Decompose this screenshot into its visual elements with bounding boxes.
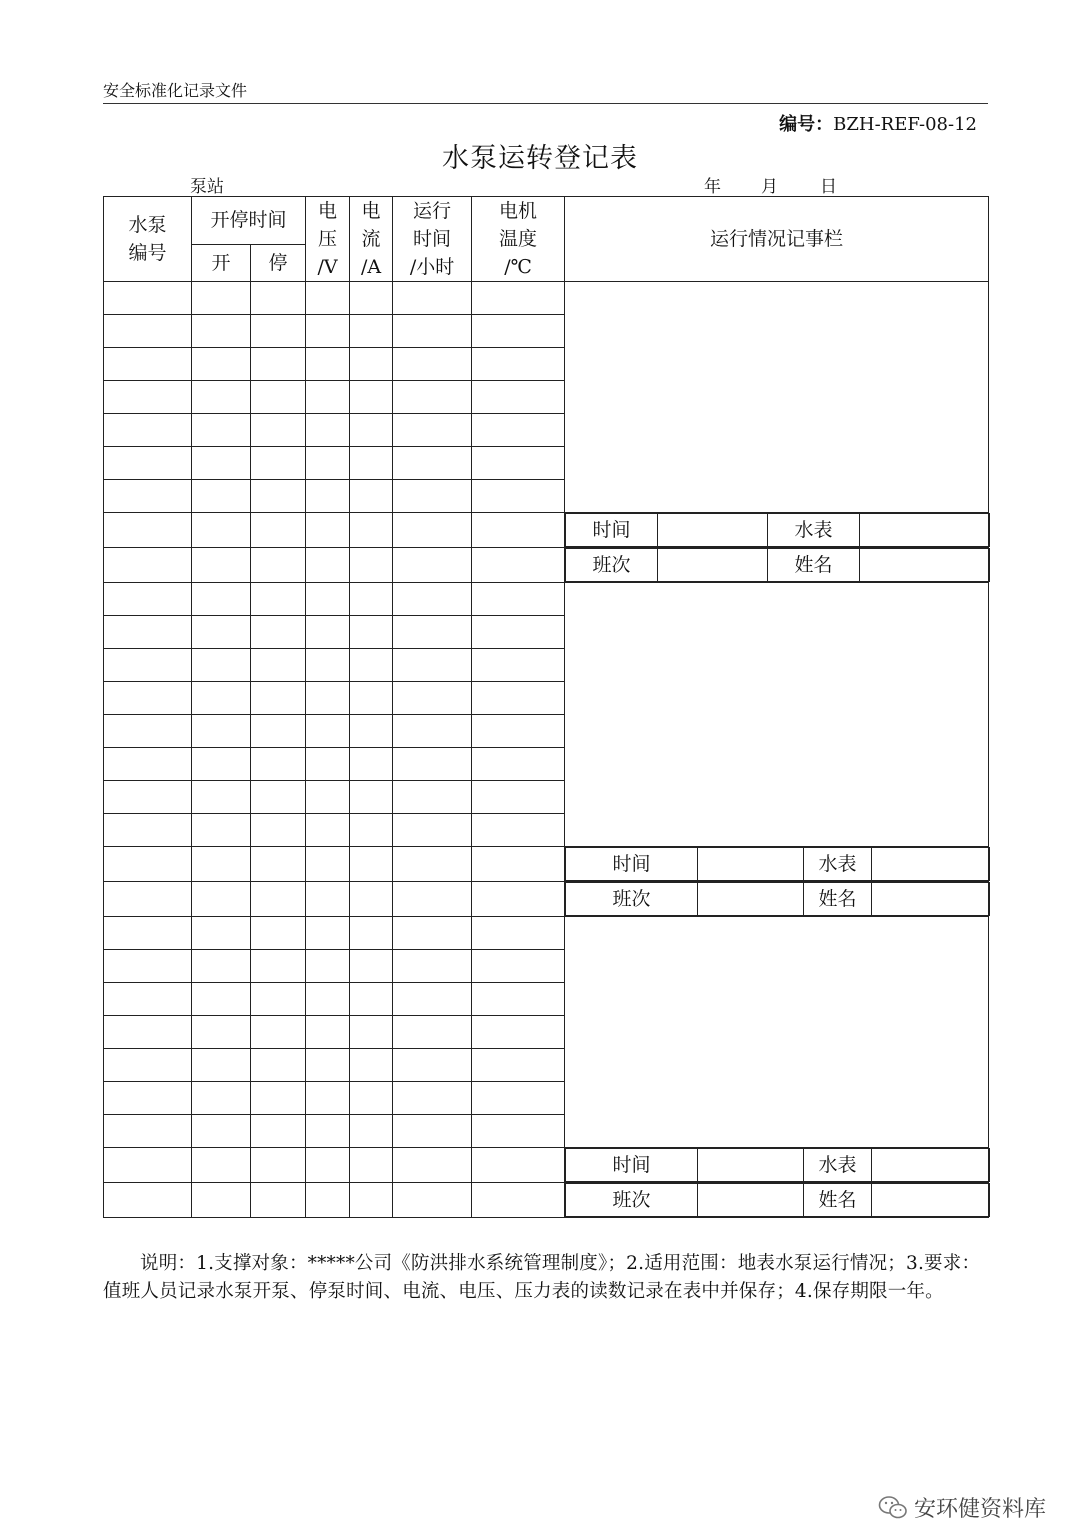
data-cell[interactable] bbox=[104, 1115, 192, 1148]
footer-value-field[interactable] bbox=[860, 514, 990, 547]
data-cell[interactable] bbox=[192, 1183, 251, 1218]
data-cell[interactable] bbox=[472, 1183, 565, 1218]
data-cell[interactable] bbox=[472, 950, 565, 983]
data-cell[interactable] bbox=[350, 513, 393, 548]
data-cell[interactable] bbox=[472, 548, 565, 583]
data-cell[interactable] bbox=[306, 381, 350, 414]
data-cell[interactable] bbox=[192, 583, 251, 616]
data-cell[interactable] bbox=[472, 715, 565, 748]
data-cell[interactable] bbox=[350, 917, 393, 950]
data-cell[interactable] bbox=[192, 917, 251, 950]
data-cell[interactable] bbox=[251, 513, 306, 548]
data-cell[interactable] bbox=[393, 814, 472, 847]
data-cell[interactable] bbox=[472, 1082, 565, 1115]
data-cell[interactable] bbox=[306, 447, 350, 480]
data-cell[interactable] bbox=[192, 715, 251, 748]
data-cell[interactable] bbox=[104, 715, 192, 748]
data-cell[interactable] bbox=[306, 616, 350, 649]
data-cell[interactable] bbox=[393, 414, 472, 447]
data-cell[interactable] bbox=[350, 748, 393, 781]
data-cell[interactable] bbox=[104, 414, 192, 447]
data-cell[interactable] bbox=[192, 282, 251, 315]
data-cell[interactable] bbox=[104, 513, 192, 548]
data-cell[interactable] bbox=[306, 814, 350, 847]
footer-water-meter-label: 水表 bbox=[768, 514, 860, 547]
data-cell[interactable] bbox=[251, 315, 306, 348]
data-cell[interactable] bbox=[306, 315, 350, 348]
data-cell[interactable] bbox=[393, 1115, 472, 1148]
data-cell[interactable] bbox=[393, 682, 472, 715]
notes-footer-row bbox=[565, 847, 989, 882]
data-cell[interactable] bbox=[192, 983, 251, 1016]
data-cell[interactable] bbox=[393, 282, 472, 315]
data-cell[interactable] bbox=[251, 1016, 306, 1049]
data-cell[interactable] bbox=[306, 513, 350, 548]
data-cell[interactable] bbox=[306, 649, 350, 682]
data-cell[interactable] bbox=[350, 1016, 393, 1049]
footer-value-field[interactable] bbox=[872, 883, 990, 916]
doc-category: 安全标准化记录文件 bbox=[103, 81, 248, 100]
data-cell[interactable] bbox=[306, 282, 350, 315]
data-cell[interactable] bbox=[104, 447, 192, 480]
notes-area[interactable] bbox=[565, 282, 989, 513]
data-cell[interactable] bbox=[472, 682, 565, 715]
data-cell[interactable] bbox=[192, 616, 251, 649]
data-cell[interactable] bbox=[251, 682, 306, 715]
data-cell[interactable] bbox=[350, 983, 393, 1016]
data-cell[interactable] bbox=[350, 616, 393, 649]
data-cell[interactable] bbox=[251, 1049, 306, 1082]
data-cell[interactable] bbox=[104, 583, 192, 616]
footer-value-field[interactable] bbox=[872, 848, 990, 881]
data-cell[interactable] bbox=[472, 480, 565, 513]
data-cell[interactable] bbox=[104, 1016, 192, 1049]
data-cell[interactable] bbox=[393, 917, 472, 950]
data-cell[interactable] bbox=[192, 950, 251, 983]
data-cell[interactable] bbox=[104, 1183, 192, 1218]
data-cell[interactable] bbox=[350, 548, 393, 583]
data-cell[interactable] bbox=[192, 381, 251, 414]
data-cell[interactable] bbox=[104, 950, 192, 983]
data-cell[interactable] bbox=[350, 847, 393, 882]
data-cell[interactable] bbox=[472, 315, 565, 348]
data-cell[interactable] bbox=[306, 548, 350, 583]
data-cell[interactable] bbox=[350, 414, 393, 447]
table-row bbox=[104, 917, 989, 950]
col-header-run-time: 运行 时间 /小时 bbox=[393, 197, 472, 282]
footer-water-meter-label: 水表 bbox=[804, 848, 872, 881]
footer-value-field[interactable] bbox=[860, 549, 990, 582]
footer-name-label: 姓名 bbox=[804, 883, 872, 916]
data-cell[interactable] bbox=[472, 414, 565, 447]
data-cell[interactable] bbox=[350, 1148, 393, 1183]
data-cell[interactable] bbox=[472, 649, 565, 682]
data-cell[interactable] bbox=[393, 1082, 472, 1115]
data-cell[interactable] bbox=[251, 548, 306, 583]
data-cell[interactable] bbox=[393, 315, 472, 348]
data-cell[interactable] bbox=[306, 1148, 350, 1183]
notes-area[interactable] bbox=[565, 583, 989, 847]
data-cell[interactable] bbox=[104, 348, 192, 381]
table-row bbox=[104, 548, 989, 583]
data-cell[interactable] bbox=[104, 480, 192, 513]
data-cell[interactable] bbox=[472, 583, 565, 616]
data-cell[interactable] bbox=[393, 513, 472, 548]
data-cell[interactable] bbox=[104, 847, 192, 882]
data-cell[interactable] bbox=[192, 548, 251, 583]
data-cell[interactable] bbox=[393, 1183, 472, 1218]
data-cell[interactable] bbox=[251, 414, 306, 447]
data-cell[interactable] bbox=[350, 1082, 393, 1115]
data-cell[interactable] bbox=[350, 649, 393, 682]
data-cell[interactable] bbox=[306, 348, 350, 381]
col-header-start-stop: 开停时间 bbox=[192, 197, 306, 245]
footer-shift-label: 班次 bbox=[566, 549, 658, 582]
watermark bbox=[878, 1492, 1046, 1523]
data-cell[interactable] bbox=[192, 847, 251, 882]
data-cell[interactable] bbox=[472, 447, 565, 480]
data-cell[interactable] bbox=[251, 983, 306, 1016]
data-cell[interactable] bbox=[104, 781, 192, 814]
data-cell[interactable] bbox=[104, 315, 192, 348]
notes-footer-row bbox=[565, 548, 989, 583]
data-cell[interactable] bbox=[192, 480, 251, 513]
data-cell[interactable] bbox=[251, 950, 306, 983]
table-row bbox=[104, 1148, 989, 1183]
data-cell[interactable] bbox=[192, 814, 251, 847]
data-cell[interactable] bbox=[472, 983, 565, 1016]
data-cell[interactable] bbox=[251, 583, 306, 616]
data-cell[interactable] bbox=[472, 1115, 565, 1148]
data-cell[interactable] bbox=[104, 748, 192, 781]
data-cell[interactable] bbox=[393, 649, 472, 682]
month-label: 月 bbox=[761, 177, 778, 197]
header-divider bbox=[103, 103, 988, 104]
footer-value-field[interactable] bbox=[872, 1149, 990, 1182]
data-cell[interactable] bbox=[393, 1148, 472, 1183]
data-cell[interactable] bbox=[306, 1183, 350, 1218]
data-cell[interactable] bbox=[192, 513, 251, 548]
footer-value-field[interactable] bbox=[658, 549, 768, 582]
data-cell[interactable] bbox=[393, 447, 472, 480]
data-cell[interactable] bbox=[350, 282, 393, 315]
table-row bbox=[104, 583, 989, 616]
data-cell[interactable] bbox=[306, 480, 350, 513]
data-cell[interactable] bbox=[251, 814, 306, 847]
data-cell[interactable] bbox=[251, 1183, 306, 1218]
data-cell[interactable] bbox=[104, 616, 192, 649]
data-cell[interactable] bbox=[251, 715, 306, 748]
data-cell[interactable] bbox=[104, 381, 192, 414]
data-cell[interactable] bbox=[306, 1082, 350, 1115]
footer-name-label: 姓名 bbox=[768, 549, 860, 582]
data-cell[interactable] bbox=[104, 1049, 192, 1082]
footer-value-field[interactable] bbox=[698, 883, 804, 916]
data-cell[interactable] bbox=[104, 983, 192, 1016]
data-cell[interactable] bbox=[251, 748, 306, 781]
data-cell[interactable] bbox=[251, 847, 306, 882]
data-cell[interactable] bbox=[306, 682, 350, 715]
data-cell[interactable] bbox=[306, 917, 350, 950]
data-cell[interactable] bbox=[393, 748, 472, 781]
explanation-note: 说明：1.支撑对象：*****公司《防洪排水系统管理制度》；2.适用范围：地表水泵运行情况；3.要求：值班人员记录水泵开泵、停泵时间、电流、电压、压力表的读数记录在表中并保存；4.保存期限一年。 bbox=[103, 1253, 981, 1302]
data-cell[interactable] bbox=[192, 882, 251, 917]
data-cell[interactable] bbox=[393, 616, 472, 649]
data-cell[interactable] bbox=[306, 983, 350, 1016]
data-cell[interactable] bbox=[472, 814, 565, 847]
data-cell[interactable] bbox=[104, 548, 192, 583]
data-cell[interactable] bbox=[350, 381, 393, 414]
col-header-notes: 运行情况记事栏 bbox=[565, 197, 989, 282]
data-cell[interactable] bbox=[192, 1115, 251, 1148]
notes-area[interactable] bbox=[565, 917, 989, 1148]
data-cell[interactable] bbox=[104, 682, 192, 715]
data-cell[interactable] bbox=[306, 950, 350, 983]
data-cell[interactable] bbox=[192, 1148, 251, 1183]
data-cell[interactable] bbox=[306, 414, 350, 447]
data-cell[interactable] bbox=[251, 348, 306, 381]
data-cell[interactable] bbox=[251, 616, 306, 649]
data-cell[interactable] bbox=[472, 513, 565, 548]
year-label: 年 bbox=[704, 177, 721, 197]
notes-footer-row bbox=[565, 882, 989, 917]
data-cell[interactable] bbox=[306, 1016, 350, 1049]
data-cell[interactable] bbox=[393, 715, 472, 748]
notes-footer-row bbox=[565, 1148, 989, 1183]
data-cell[interactable] bbox=[350, 682, 393, 715]
data-cell[interactable] bbox=[251, 447, 306, 480]
data-cell[interactable] bbox=[251, 917, 306, 950]
data-cell[interactable] bbox=[251, 1115, 306, 1148]
footer-value-field[interactable] bbox=[698, 848, 804, 881]
data-cell[interactable] bbox=[350, 1183, 393, 1218]
data-cell[interactable] bbox=[472, 616, 565, 649]
col-header-current: 电 流 /A bbox=[350, 197, 393, 282]
col-header-voltage: 电 压 /V bbox=[306, 197, 350, 282]
col-header-pump-no: 水泵 编号 bbox=[104, 197, 192, 282]
data-cell[interactable] bbox=[192, 1016, 251, 1049]
data-cell[interactable] bbox=[393, 847, 472, 882]
table-row bbox=[104, 1183, 989, 1218]
data-cell[interactable] bbox=[251, 649, 306, 682]
data-cell[interactable] bbox=[104, 1148, 192, 1183]
data-cell[interactable] bbox=[350, 1049, 393, 1082]
data-cell[interactable] bbox=[393, 1049, 472, 1082]
data-cell[interactable] bbox=[350, 348, 393, 381]
day-label: 日 bbox=[820, 177, 837, 197]
data-cell[interactable] bbox=[306, 1115, 350, 1148]
data-cell[interactable] bbox=[472, 748, 565, 781]
footer-time-label: 时间 bbox=[566, 514, 658, 547]
data-cell[interactable] bbox=[306, 1049, 350, 1082]
table-row bbox=[104, 282, 989, 315]
data-cell[interactable] bbox=[393, 1016, 472, 1049]
footer-time-label: 时间 bbox=[566, 1149, 698, 1182]
data-cell[interactable] bbox=[192, 315, 251, 348]
data-cell[interactable] bbox=[251, 1148, 306, 1183]
pump-log-table bbox=[103, 196, 989, 1218]
watermark-text: 安环健资料库 bbox=[913, 1497, 1046, 1522]
notes-footer-row bbox=[565, 1183, 989, 1218]
data-cell[interactable] bbox=[306, 715, 350, 748]
col-header-start: 开 bbox=[192, 244, 251, 281]
data-cell[interactable] bbox=[472, 1016, 565, 1049]
data-cell[interactable] bbox=[393, 583, 472, 616]
footer-shift-label: 班次 bbox=[566, 883, 698, 916]
data-cell[interactable] bbox=[192, 682, 251, 715]
code-label: 编号： bbox=[779, 114, 834, 135]
footer-name-label: 姓名 bbox=[804, 1184, 872, 1217]
data-cell[interactable] bbox=[393, 348, 472, 381]
data-cell[interactable] bbox=[192, 348, 251, 381]
data-cell[interactable] bbox=[472, 917, 565, 950]
footer-water-meter-label: 水表 bbox=[804, 1149, 872, 1182]
data-cell[interactable] bbox=[393, 882, 472, 917]
data-cell[interactable] bbox=[350, 447, 393, 480]
data-cell[interactable] bbox=[192, 1082, 251, 1115]
data-cell[interactable] bbox=[306, 882, 350, 917]
data-cell[interactable] bbox=[472, 1049, 565, 1082]
data-cell[interactable] bbox=[472, 781, 565, 814]
data-cell[interactable] bbox=[350, 882, 393, 917]
data-cell[interactable] bbox=[104, 917, 192, 950]
col-header-motor-temp: 电机 温度 /℃ bbox=[472, 197, 565, 282]
data-cell[interactable] bbox=[393, 548, 472, 583]
footer-value-field[interactable] bbox=[698, 1149, 804, 1182]
page-title: 水泵运转登记表 bbox=[442, 143, 638, 174]
footer-value-field[interactable] bbox=[872, 1184, 990, 1217]
data-cell[interactable] bbox=[306, 748, 350, 781]
data-cell[interactable] bbox=[251, 282, 306, 315]
data-cell[interactable] bbox=[192, 414, 251, 447]
col-header-stop: 停 bbox=[251, 244, 306, 281]
data-cell[interactable] bbox=[350, 781, 393, 814]
data-cell[interactable] bbox=[104, 882, 192, 917]
data-cell[interactable] bbox=[104, 649, 192, 682]
data-cell[interactable] bbox=[393, 950, 472, 983]
data-cell[interactable] bbox=[393, 480, 472, 513]
data-cell[interactable] bbox=[306, 847, 350, 882]
data-cell[interactable] bbox=[350, 950, 393, 983]
footer-value-field[interactable] bbox=[698, 1184, 804, 1217]
footer-value-field[interactable] bbox=[658, 514, 768, 547]
data-cell[interactable] bbox=[251, 381, 306, 414]
notes-footer-row bbox=[565, 513, 989, 548]
document-code bbox=[779, 110, 977, 136]
data-cell[interactable] bbox=[192, 1049, 251, 1082]
data-cell[interactable] bbox=[393, 983, 472, 1016]
table-row bbox=[104, 513, 989, 548]
data-cell[interactable] bbox=[350, 583, 393, 616]
data-cell[interactable] bbox=[192, 781, 251, 814]
footer-time-label: 时间 bbox=[566, 848, 698, 881]
data-cell[interactable] bbox=[251, 882, 306, 917]
data-cell[interactable] bbox=[350, 1115, 393, 1148]
data-cell[interactable] bbox=[393, 381, 472, 414]
data-cell[interactable] bbox=[472, 1148, 565, 1183]
data-cell[interactable] bbox=[251, 480, 306, 513]
data-cell[interactable] bbox=[350, 814, 393, 847]
code-value: BZH-REF-08-12 bbox=[833, 114, 977, 135]
data-cell[interactable] bbox=[192, 649, 251, 682]
data-cell[interactable] bbox=[251, 781, 306, 814]
data-cell[interactable] bbox=[104, 814, 192, 847]
data-cell[interactable] bbox=[472, 381, 565, 414]
data-cell[interactable] bbox=[472, 847, 565, 882]
table-row bbox=[104, 882, 989, 917]
data-cell[interactable] bbox=[350, 480, 393, 513]
data-cell[interactable] bbox=[350, 315, 393, 348]
data-cell[interactable] bbox=[192, 447, 251, 480]
data-cell[interactable] bbox=[251, 1082, 306, 1115]
data-cell[interactable] bbox=[104, 1082, 192, 1115]
data-cell[interactable] bbox=[306, 583, 350, 616]
data-cell[interactable] bbox=[393, 781, 472, 814]
data-cell[interactable] bbox=[472, 348, 565, 381]
station-label: 泵站 bbox=[190, 177, 224, 197]
footer-shift-label: 班次 bbox=[566, 1184, 698, 1217]
table-row bbox=[104, 847, 989, 882]
data-cell[interactable] bbox=[472, 282, 565, 315]
data-cell[interactable] bbox=[306, 781, 350, 814]
data-cell[interactable] bbox=[472, 882, 565, 917]
data-cell[interactable] bbox=[350, 715, 393, 748]
wechat-icon bbox=[878, 1495, 908, 1521]
data-cell[interactable] bbox=[192, 748, 251, 781]
data-cell[interactable] bbox=[104, 282, 192, 315]
